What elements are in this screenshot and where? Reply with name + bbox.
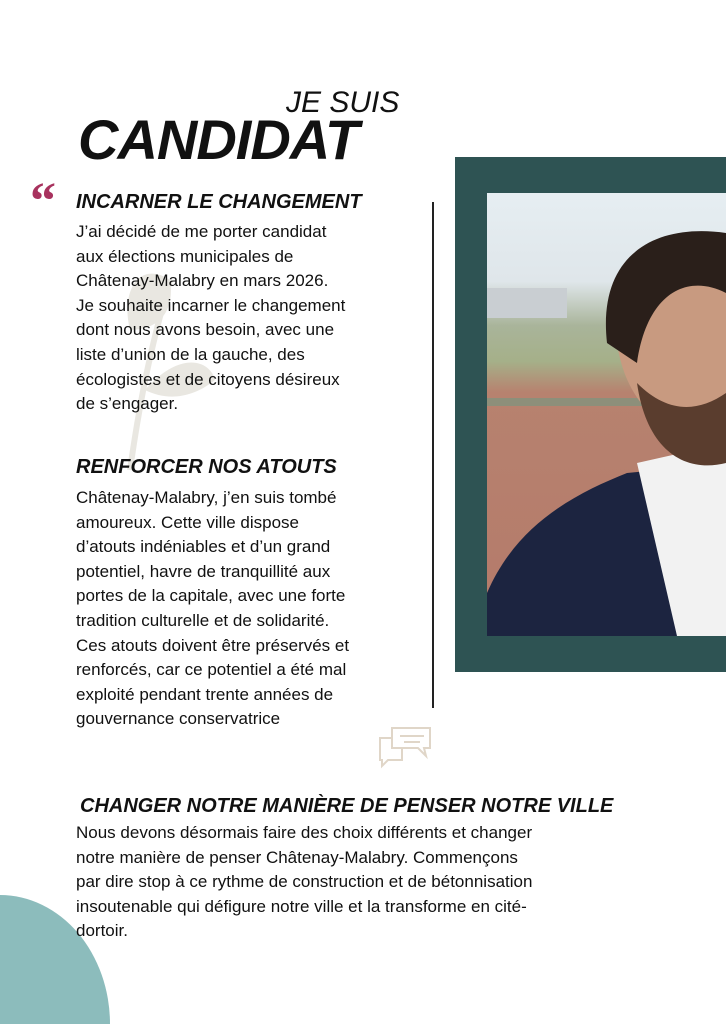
section-heading-renforcer: RENFORCER NOS ATOUTS [76, 456, 337, 478]
text-line: insoutenable qui défigure notre ville et la transforme en cité- [76, 896, 527, 916]
page-title: CANDIDAT [78, 108, 359, 171]
text-line: Nous devons désormais faire des choix différents et changer [76, 823, 533, 842]
section-body-renforcer [76, 486, 426, 732]
text-line: Châtenay-Malabry en mars 2026. [76, 271, 329, 291]
text-line: par dire stop à ce rythme de construction et de bétonnisation [76, 872, 533, 892]
vertical-divider [432, 202, 434, 708]
text-line: gouvernance conservatrice [76, 709, 281, 729]
text-line: notre manière de penser Châtenay-Malabry. Commençons [76, 847, 518, 867]
text-line: Châtenay-Malabry, j’en suis tombé [76, 488, 337, 507]
text-line: Ces atouts doivent être préservés et [76, 635, 350, 655]
text-line: exploité pendant trente années de [76, 684, 334, 704]
text-line: de s’engager. [76, 394, 179, 414]
text-line: écologistes et de citoyens désireux [76, 369, 340, 389]
chat-bubbles-icon [376, 724, 434, 770]
text-line: liste d’union de la gauche, des [76, 344, 305, 364]
quote-mark-icon: “ [30, 173, 56, 230]
text-line: portes de la capitale, avec une forte [76, 586, 346, 606]
text-line: dortoir. [76, 921, 128, 941]
page-kicker: JE SUIS [286, 86, 400, 119]
section-heading-incarner: INCARNER LE CHANGEMENT [76, 191, 362, 213]
section-heading-changer: CHANGER NOTRE MANIÈRE DE PENSER NOTRE VILLE [80, 795, 614, 817]
candidate-portrait-image [487, 193, 726, 636]
text-line: dont nous avons besoin, avec une [76, 320, 335, 340]
text-line: potentiel, havre de tranquillité aux [76, 561, 331, 581]
text-line: Je souhaite incarner le changement [76, 295, 346, 315]
text-line: tradition culturelle et de solidarité. [76, 610, 330, 630]
text-line: J’ai décidé de me porter candidat [76, 222, 327, 241]
section-body-changer [76, 821, 696, 944]
text-line: aux élections municipales de [76, 246, 294, 266]
text-line: d’atouts indéniables et d’un grand [76, 537, 331, 557]
text-line: amoureux. Cette ville dispose [76, 512, 300, 532]
section-body-incarner [76, 220, 426, 417]
text-line: renforcés, car ce potentiel a été mal [76, 660, 347, 680]
candidate-photo [487, 193, 726, 636]
